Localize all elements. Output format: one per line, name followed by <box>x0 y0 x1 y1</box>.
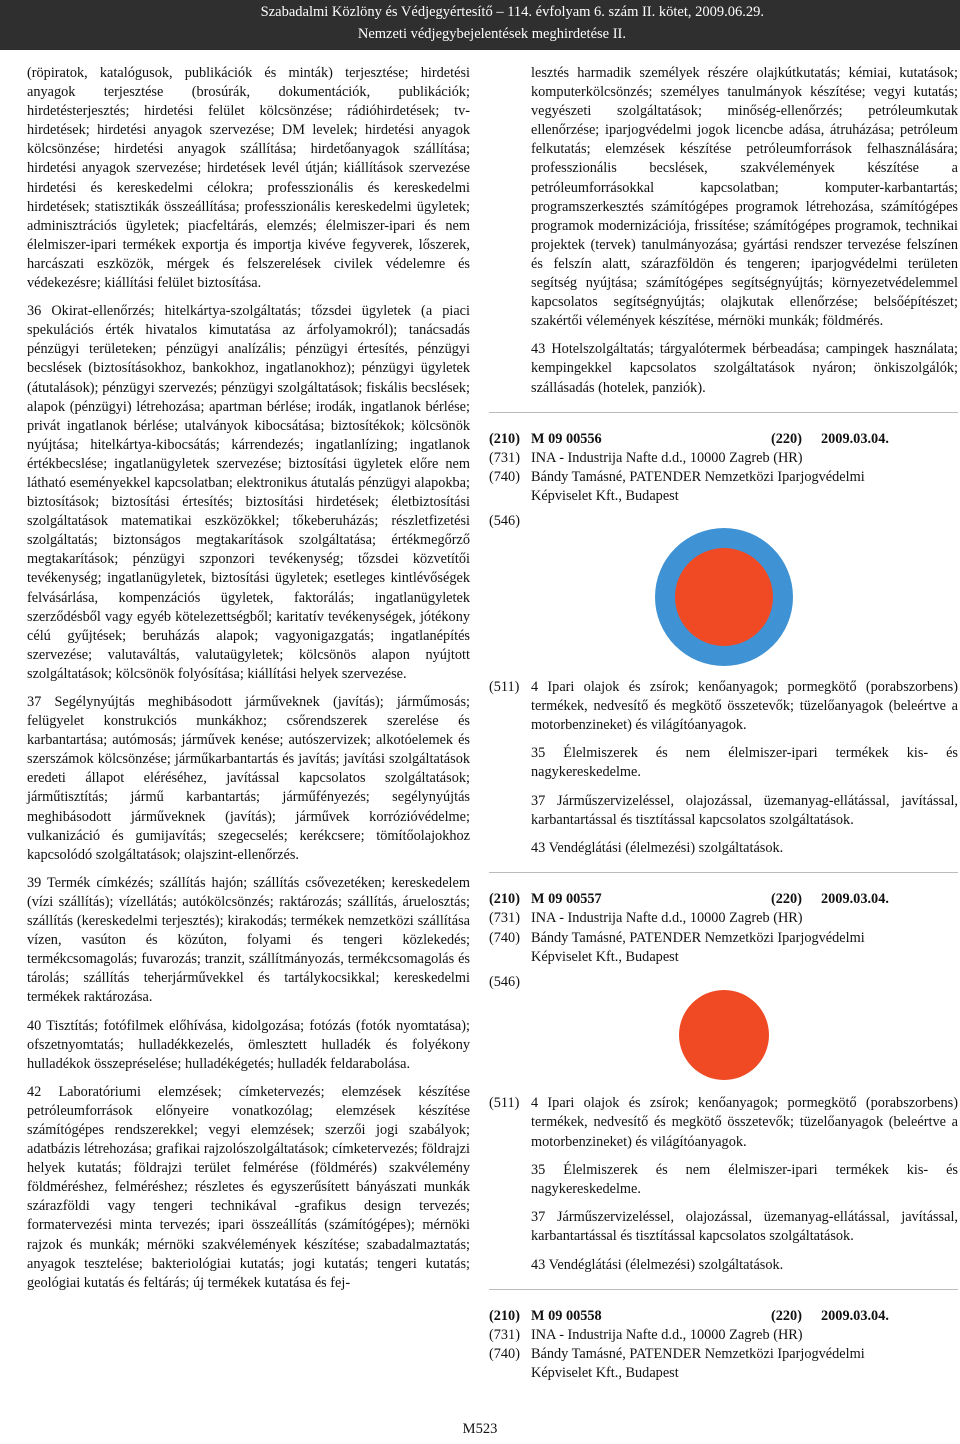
goods-class: 37 Járműszervizeléssel, olajozással, üzemanyag-ellátással, javítással, karbantartással és tisztítással kapcsolatos szolgáltatások. <box>531 1209 958 1245</box>
representative-line: (740) Bándy Tamásné, PATENDER Nemzetközi Iparjogvédelmi Képviselet Kft., Budapest <box>489 1345 958 1383</box>
left-paragraph: 40 Tisztítás; fotófilmek előhívása, kidolgozása; fotózás (fotók nyomtatása); ofszetnyomtatás; hulladékkezelés, ömlesztett hulladék és folyékony hulladékok összepréselése; hulladékégetés; hulladék feldarabolása. <box>27 1017 470 1072</box>
page-number: M523 <box>462 1421 498 1437</box>
left-paragraph: 37 Segélynyújtás meghibásodott járműveknek (javítás); járműmosás; felügyelet konstrukciós munkákhoz; csőrendszerek szerelése és karbantartása; autómosás; járművek kenése; autószervizek; alkotóelemek és szerszámok kölcsönzése; járműkarbantartás és javítás; javítási szolgáltatások eredeti állapot eléréséhez, javítással kapcsolatos szolgáltatások; járműtisztítás; jármű karbantartás; járműfényezés; segélynyújtás meghibásodott járműveknek (javítás); járművek korrózióvédelme; vulkanizáció és gumijavítás; szegecselés; kerékcsere; tömítőolajokhoz kapcsolódó szolgáltatások; olajszint-ellenőrzés. <box>27 694 470 863</box>
left-paragraph: 36 Okirat-ellenőrzés; hitelkártya-szolgáltatás; tőzsdei ügyletek (a piaci spekulációs érték hivatalos kimutatása az árfolyamokról); tanácsadás pénzügyi területeken; pénzügyi analízális; pénzügyi értesítés, pénzügyi becslések (biztosításokhoz, bankokhoz, ingatlanokhoz); pénzügyi ügyletek (átutalások); pénzügyi szervezés; pénzügyi szolgáltatások; fiskális becslések; alapok (pénzügyi) létrehozása; apartman bérlése; irodák, ingatlanok bérlése; privát ingatlanok bérlése; utalványok kibocsátása; biztosítékok; kölcsönök nyújtása; hitelkártya-kibocsátás; kárrendezés; ingatlanlízing; ingatlanok értékbecslése; ingatlanügyletek szervezése; biztosítási ügyletek előre nem látható eseményekkel kapcsolatban; elektronikus átutalás pénzügyi alapokba; biztosítások; biztosítási értesítés; biztosítási hirdetések; életbiztosítási szolgáltatások matematikai eszközökkel; tőkeberuházás; részletfizetési szolgáltatás; biztonságos megtakarítások szolgáltatása; értékmegőrző megtakarítások; pénzügyi szponzori tevékenység; tőzsdei közvetítői tevékenység; ingatlanügyletek, biztosítási ügyletek; esetleges kintlévőségek felvásárlása, kompenzációs ügyletek, faktorálás; ingatlanügyletek szerződésből vagy egyéb kötelezettségből; karitatív tevékenységek, jótékony célú gyűjtések; beruházás alapok; vagyonigazgatás; ingatlanépítés szervezése; valutaváltás, valutaügyletek; kölcsönös alapon nyújtott szolgáltatások; kölcsönök folyósítása; kiállítási helyek szervezése. <box>27 303 470 682</box>
goods-class: 43 Vendéglátási (élelmezési) szolgáltatások. <box>531 840 784 857</box>
application-number: M 09 00556 <box>531 430 602 447</box>
section-title: Nemzeti védjegybejelentések meghirdetése II. <box>357 26 626 42</box>
application-number: M 09 00557 <box>531 891 602 908</box>
orange-circle-image <box>664 986 784 1084</box>
applicant: INA - Industrija Nafte d.d., 10000 Zagreb (HR) <box>531 449 803 466</box>
applicant-line: (731) INA - Industrija Nafte d.d., 10000 Zagreb (HR) <box>489 909 958 928</box>
applicant-line: (731) INA - Industrija Nafte d.d., 10000 Zagreb (HR) <box>489 449 958 468</box>
goods-class: (511) 4 Ipari olajok és zsírok; kenőanyagok; pormegkötő (porabszorbens) termékek, nedvesítő és megkötő összetevők; tüzelőanyagok (beleértve a motorbenzineket) és világítóanyagok. <box>489 1095 958 1150</box>
applicant-line: (731) INA - Industrija Nafte d.d., 10000 Zagreb (HR) <box>489 1326 958 1345</box>
applicant: INA - Industrija Nafte d.d., 10000 Zagreb (HR) <box>531 1327 803 1344</box>
left-paragraph: (röpiratok, katalógusok, publikációk és minták) terjesztése; hirdetési anyagok terjesztése (brosúrák, dokumentációk, publikációk; hirdetésterjesztés; hirdetési felület kölcsönzése; rádióhirdetések; tv-hirdetések; hirdetési anyagok szervezése; DM levelek; hirdetési anyagok kölcsönzése; hirdetési anyagok szállítása; hirdetőanyagok szállítása; hirdetési anyagok szervezése; hirdetések levél útján; kiállítások szervezése hirdetési és kereskedelmi célokra; professzionális és kereskedelmi hirdetések; statisztikák összeállítása; professzionális kereskedelmi ügyletek; adminisztrációs ügyletek; piacfeltárás, elemzés; élelmiszer-ipari és nem élelmiszer-ipari termékek exportja és importja kivéve fegyverek, lőszerek, harcászati eszközök, mérgek és felszerelések civilek védelemre és védekezésre; kiállítási felület biztosítása. <box>27 65 470 292</box>
trademark-entry <box>489 430 958 859</box>
goods-class: 35 Élelmiszerek és nem élelmiszer-ipari termékek kis- és nagykereskedelme. <box>531 745 958 781</box>
representative: Bándy Tamásné, PATENDER Nemzetközi Iparjogvédelmi Képviselet Kft., Budapest <box>531 1346 865 1382</box>
continued-paragraph: lesztés harmadik személyek részére olajkútkutatás; kémiai, kutatások; komputerkölcsönzés; személyes tanulmányok készítése; vegyi kutatás; vegyészeti szolgáltatások; minőség-ellenőrzés; petróleumkutak ellenőrzése; iparjogvédelmi jogok licencbe adása, átruházása; petróleum felkutatás; elemzések készítése petróleumforrások felhasználására; professzionális becslések, szakvélemények készítése a petróleumforrásokkal kapcsolatban; komputer-karbantartás; programszerkesztés számítógépes programok létrehozása, számítógépes programok modernizációja, frissítése; számítógépes programok, technikai projektek (tervek) tanulmányozása; gyártási rendszer tervezése felszínen és felszín alatt, szárazföldön és tengeren; iparjogvédelmi területen segítség nyújtása; számítógépes segítségnyújtás; környezetvédelemmel kapcsolatos segítségnyújtás; olajkutak ellenőrzése; belsőépítészet; szakértői vélemények készítése, mérnöki munkák; földmérés. <box>531 65 958 330</box>
application-line: (210) M 09 00556 (220) 2009.03.04. <box>489 430 958 449</box>
journal-title: Szabadalmi Közlöny és Védjegyértesítő – 114. évfolyam 6. szám II. kötet, 2009.06.29. <box>260 4 764 20</box>
entry-separator <box>489 872 958 873</box>
trademark-logo <box>489 986 958 1084</box>
blue-ring-orange-circle-image <box>634 526 814 668</box>
application-line: (210) M 09 00558 (220) 2009.03.04. <box>489 1307 958 1326</box>
left-paragraph: 42 Laboratóriumi elemzések; címketervezés; elemzések készítése petróleumforrások előnyeire vonatkozólag; elemzések készítése számítógépes rendszerekkel; vegyi elemzések; szerzői jogi szabályok; adatbázis létrehozása; grafikai rajzolószolgáltatások; címketervezés; földrajzi helyek kutatás; földrajzi terület felmérése (földmérés) szakvélemény földméréshez, felméréshez; részletes és egyszerűsített bányászati munkák szárazföldi vagy tengeri technikával -grafikus design tervezés; formatervezési minta tervezés; ipari összeállítás (számítógépes); mérnöki rajzok és munkák; mérnöki szakvélemények készítése; szabadalmaztatás; anyagok tesztelése; bakteriológiai kutatás; jogi kutatás; tengeri kutatás; geológiai kutatás és feltárás; új termékek kutatása és fej- <box>27 1083 470 1291</box>
orange-disk <box>675 548 773 646</box>
entry-separator <box>489 1289 958 1290</box>
left-paragraph: 39 Termék címkézés; szállítás hajón; szállítás csővezetéken; kereskedelem (vízi szállítás); vízellátás; autókölcsönzés; raktározás; szállítás, áruelosztás; szállítás (kereskedelmi terjesztés); kirakodás; termékek nemzetközi szállítása vízen, vasúton és közúton, folyami és tengeri közlekedés; termékcsomagolás; fuvarozás; tranzit, szállítmányozás, termékcsomagolás és tárolás; szállítás teherjárművekkel és tartálykocsikkal; kereskedelmi termékek raktározása. <box>27 874 470 1006</box>
representative-line: (740) Bándy Tamásné, PATENDER Nemzetközi Iparjogvédelmi Képviselet Kft., Budapest <box>489 929 958 967</box>
filing-date: 2009.03.04. <box>821 891 889 908</box>
trademark-entry <box>489 890 958 1275</box>
representative-line: (740) Bándy Tamásné, PATENDER Nemzetközi Iparjogvédelmi Képviselet Kft., Budapest <box>489 468 958 506</box>
goods-class: 43 Vendéglátási (élelmezési) szolgáltatások. <box>531 1256 784 1273</box>
goods-class: 37 Járműszervizeléssel, olajozással, üzemanyag-ellátással, javítással, karbantartással és tisztítással kapcsolatos szolgáltatások. <box>531 792 958 828</box>
image-code-line: (546) <box>489 974 520 991</box>
trademark-entry <box>489 1307 958 1384</box>
page-header <box>0 0 960 50</box>
trademark-logo <box>489 526 958 668</box>
filing-date: 2009.03.04. <box>821 430 889 447</box>
filing-date: 2009.03.04. <box>821 1307 889 1324</box>
application-number: M 09 00558 <box>531 1307 602 1324</box>
representative: Bándy Tamásné, PATENDER Nemzetközi Iparjogvédelmi Képviselet Kft., Budapest <box>531 929 865 965</box>
orange-disk <box>679 990 769 1080</box>
goods-class: (511) 4 Ipari olajok és zsírok; kenőanyagok; pormegkötő (porabszorbens) termékek, nedvesítő és megkötő összetevők; tüzelőanyagok (beleértve a motorbenzineket) és világítóanyagok. <box>489 678 958 734</box>
representative: Bándy Tamásné, PATENDER Nemzetközi Iparjogvédelmi Képviselet Kft., Budapest <box>531 469 865 505</box>
applicant: INA - Industrija Nafte d.d., 10000 Zagreb (HR) <box>531 910 803 927</box>
entry-separator <box>489 412 958 413</box>
image-code-line: (546) <box>489 513 520 530</box>
right-column <box>489 64 958 1384</box>
class-43-paragraph: 43 Hotelszolgáltatás; tárgyalótermek bérbeadása; campingek használata; kempingekkel kapcsolatos szolgáltatások nyáron; önkiszolgálók; szállásadás (hotelek, panziók). <box>531 341 958 396</box>
left-column <box>27 64 470 1302</box>
goods-class: 35 Élelmiszerek és nem élelmiszer-ipari termékek kis- és nagykereskedelme. <box>531 1161 958 1198</box>
application-line: (210) M 09 00557 (220) 2009.03.04. <box>489 890 958 909</box>
